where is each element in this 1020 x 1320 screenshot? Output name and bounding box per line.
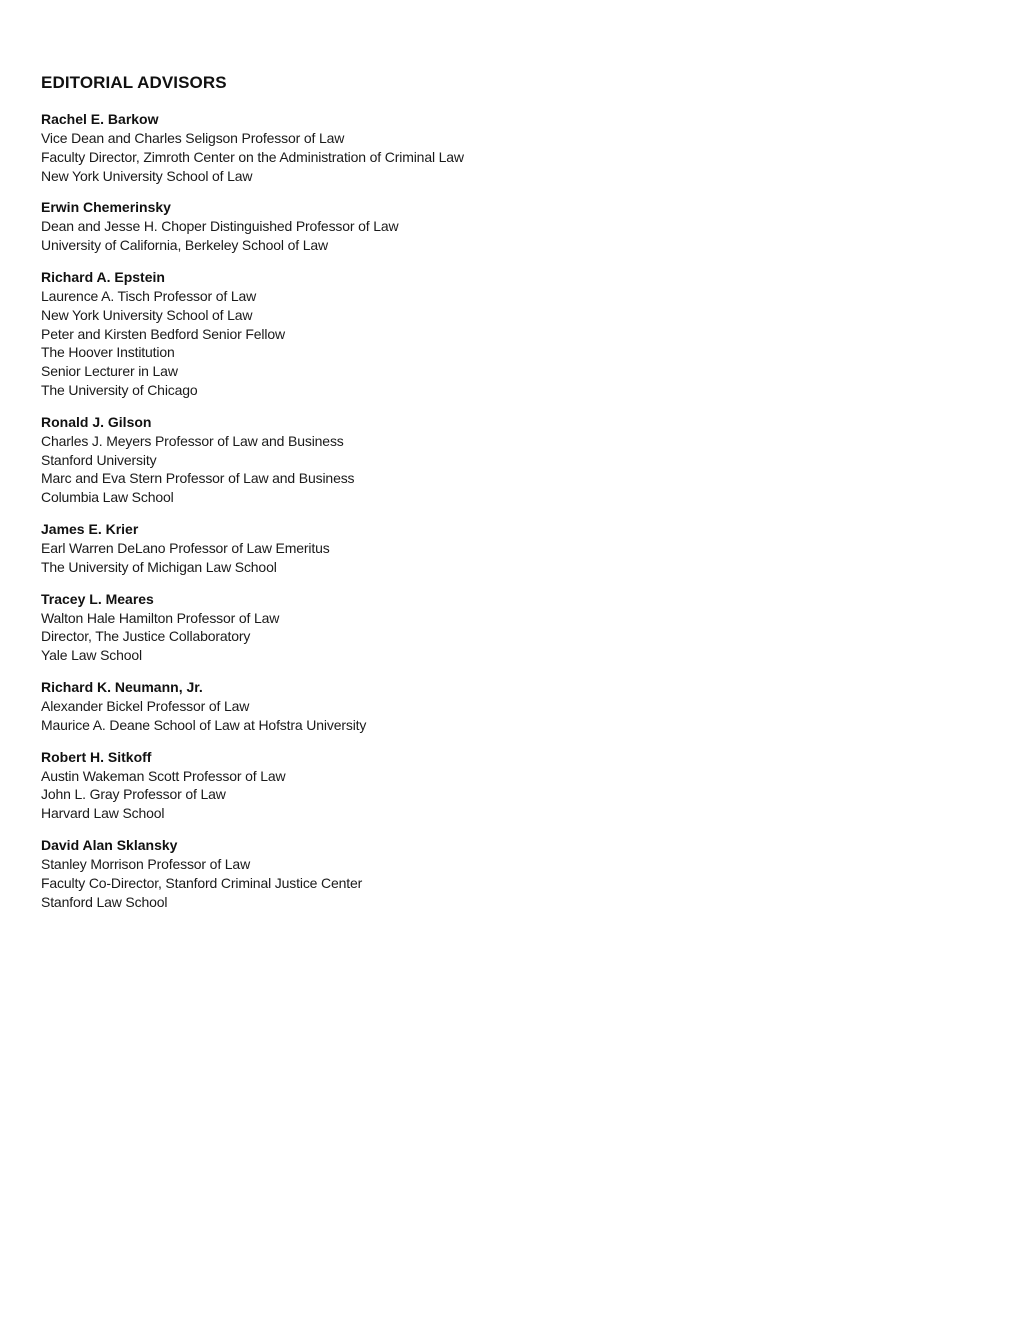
- page-heading: EDITORIAL ADVISORS: [41, 73, 227, 92]
- advisor-title-line: Earl Warren DeLano Professor of Law Emeritus: [41, 539, 330, 556]
- advisor-title-line: Senior Lecturer in Law: [41, 363, 178, 380]
- advisor-title-line: Austin Wakeman Scott Professor of Law: [41, 767, 286, 784]
- advisor-entry: [41, 413, 941, 507]
- advisor-name: Tracey L. Meares: [41, 590, 154, 607]
- advisor-name: Ronald J. Gilson: [41, 413, 152, 430]
- advisor-title-line: Charles J. Meyers Professor of Law and Business: [41, 432, 344, 449]
- advisor-title-line: Director, The Justice Collaboratory: [41, 628, 251, 645]
- advisor-institution-line: The Hoover Institution: [41, 344, 175, 361]
- advisor-name: Richard A. Epstein: [41, 268, 165, 285]
- advisor-institution-line: University of California, Berkeley School of Law: [41, 237, 328, 254]
- advisor-title-line: Alexander Bickel Professor of Law: [41, 697, 250, 714]
- advisor-entry: [41, 590, 941, 665]
- advisor-name: Erwin Chemerinsky: [41, 199, 171, 216]
- advisor-institution-line: Maurice A. Deane School of Law at Hofstra University: [41, 716, 367, 733]
- advisor-institution-line: Columbia Law School: [41, 489, 174, 506]
- advisor-institution-line: The University of Michigan Law School: [41, 558, 277, 575]
- advisor-name: Richard K. Neumann, Jr.: [41, 678, 203, 695]
- advisor-title-line: John L. Gray Professor of Law: [41, 786, 226, 803]
- advisor-title-line: Marc and Eva Stern Professor of Law and Business: [41, 470, 355, 487]
- advisor-title-line: Walton Hale Hamilton Professor of Law: [41, 609, 280, 626]
- advisor-institution-line: Stanford Law School: [41, 893, 168, 910]
- advisor-entry: [41, 520, 941, 577]
- advisor-entry: [41, 748, 941, 823]
- advisor-title-line: Faculty Director, Zimroth Center on the Administration of Criminal Law: [41, 148, 464, 165]
- advisor-name: James E. Krier: [41, 520, 139, 537]
- advisor-name: Robert H. Sitkoff: [41, 748, 152, 765]
- advisor-title-line: Vice Dean and Charles Seligson Professor of Law: [41, 130, 345, 146]
- advisor-title-line: Faculty Co-Director, Stanford Criminal Justice Center: [41, 874, 363, 891]
- advisor-name: Rachel E. Barkow: [41, 111, 159, 127]
- advisor-entry: [41, 268, 941, 400]
- advisor-entry: [41, 836, 941, 911]
- advisor-institution-line: The University of Chicago: [41, 381, 198, 398]
- advisor-entry: [41, 198, 941, 255]
- document-page: [41, 72, 941, 924]
- advisor-entry: [41, 678, 941, 735]
- advisor-entry: [41, 110, 941, 185]
- advisor-institution-line: New York University School of Law: [41, 167, 253, 184]
- advisor-name: David Alan Sklansky: [41, 836, 178, 853]
- advisor-institution-line: New York University School of Law: [41, 306, 253, 323]
- advisor-title-line: Peter and Kirsten Bedford Senior Fellow: [41, 325, 285, 342]
- advisor-institution-line: Stanford University: [41, 451, 157, 468]
- advisor-institution-line: Yale Law School: [41, 647, 143, 664]
- advisor-title-line: Stanley Morrison Professor of Law: [41, 855, 251, 872]
- advisor-title-line: Dean and Jesse H. Choper Distinguished Professor of Law: [41, 218, 399, 235]
- advisor-title-line: Laurence A. Tisch Professor of Law: [41, 287, 257, 304]
- advisor-institution-line: Harvard Law School: [41, 805, 165, 822]
